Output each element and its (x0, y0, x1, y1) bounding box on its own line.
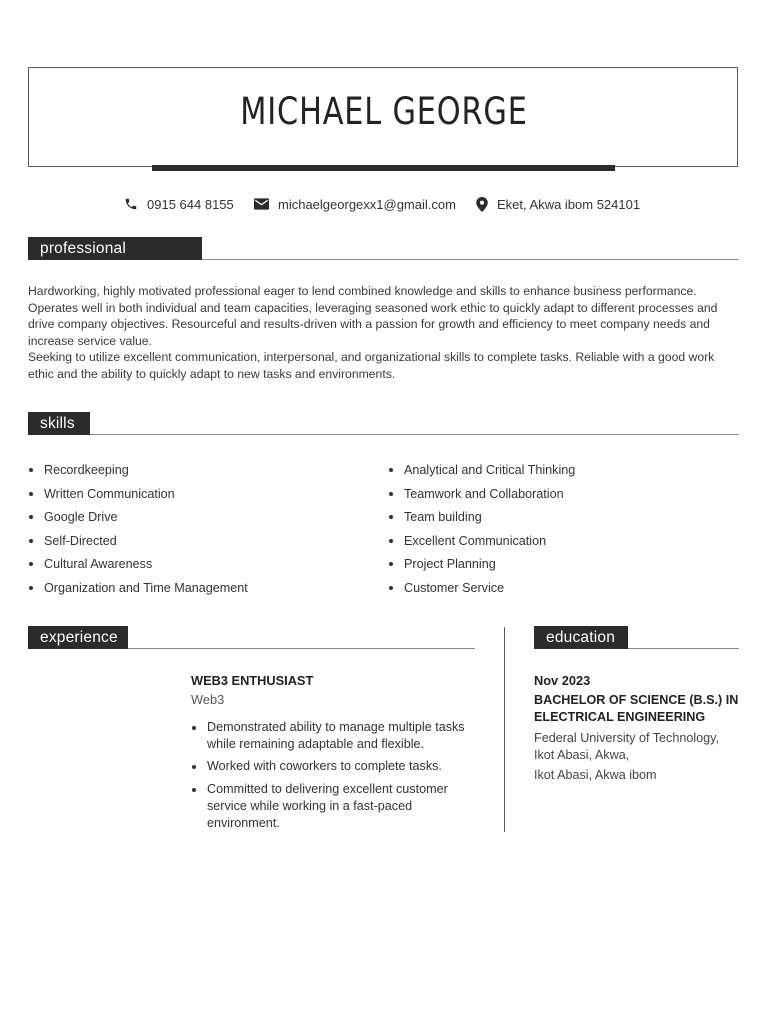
education-degree: BACHELOR OF SCIENCE (B.S.) IN ELECTRICAL ENGINEERING (534, 693, 739, 724)
job-company: Web3 (191, 692, 225, 707)
skill-item: Team building (389, 507, 575, 531)
education-school: Federal University of Technology, Ikot Abasi, Akwa, (534, 731, 720, 762)
skill-item: Organization and Time Management (29, 578, 248, 602)
location-text: Eket, Akwa ibom 524101 (497, 196, 641, 212)
job-bullet: Demonstrated ability to manage multiple tasks while remaining adaptable and flexible. (191, 719, 481, 753)
skill-item: Self-Directed (29, 531, 248, 555)
skill-item: Customer Service (389, 578, 575, 602)
skills-divider (90, 434, 739, 435)
education-date: Nov 2023 (534, 673, 591, 688)
skills-heading: skills (28, 412, 90, 435)
experience-heading: experience (28, 626, 128, 649)
skill-item: Google Drive (29, 507, 248, 531)
skills-list-left (29, 460, 248, 602)
job-bullet: Committed to delivering excellent customer service while working in a fast-paced environment. (191, 781, 481, 833)
skill-item: Analytical and Critical Thinking (389, 460, 575, 484)
name-underline-bar (152, 165, 615, 171)
education-heading: education (534, 626, 628, 649)
contact-location (476, 195, 640, 213)
job-title: WEB3 ENTHUSIAST (191, 673, 314, 688)
map-pin-icon (476, 197, 488, 212)
skill-item: Recordkeeping (29, 460, 248, 484)
skill-item: Cultural Awareness (29, 554, 248, 578)
summary-text (28, 283, 743, 383)
summary-paragraph: Seeking to utilize excellent communication, interpersonal, and organizational skills to complete tasks. Reliable with a good work ethic and the ability to quickly adapt to new tasks and environments. (28, 350, 715, 381)
experience-divider (128, 648, 475, 649)
education-location: Ikot Abasi, Akwa ibom (534, 768, 657, 782)
skills-list-right (389, 460, 575, 602)
skill-item: Written Communication (29, 484, 248, 508)
contact-email (254, 195, 456, 213)
skill-item: Excellent Communication (389, 531, 575, 555)
email-address[interactable]: michaelgeorgexx1@gmail.com (278, 196, 456, 212)
summary-paragraph: Hardworking, highly motivated professional eager to lend combined knowledge and skills to enhance business performance. Operates well in both individual and team capacities, leveraging seasoned work ethic to quickly adapt to different processes and drive company objectives. Resourceful and results-driven with a passion for growth and efficiency to meet company needs and increase service value. (28, 284, 718, 348)
job-bullets (191, 719, 481, 837)
job-bullet: Worked with coworkers to complete tasks. (191, 758, 481, 775)
candidate-name: MICHAEL GEORGE (240, 90, 528, 133)
contact-phone (124, 195, 234, 213)
phone-icon (124, 197, 138, 211)
skill-item: Project Planning (389, 554, 575, 578)
summary-divider (202, 259, 739, 260)
summary-heading: professional summary (28, 237, 202, 260)
skill-item: Teamwork and Collaboration (389, 484, 575, 508)
envelope-icon (254, 198, 269, 210)
education-divider (628, 648, 739, 649)
phone-number[interactable]: 0915 644 8155 (147, 196, 234, 212)
column-divider (504, 627, 505, 832)
